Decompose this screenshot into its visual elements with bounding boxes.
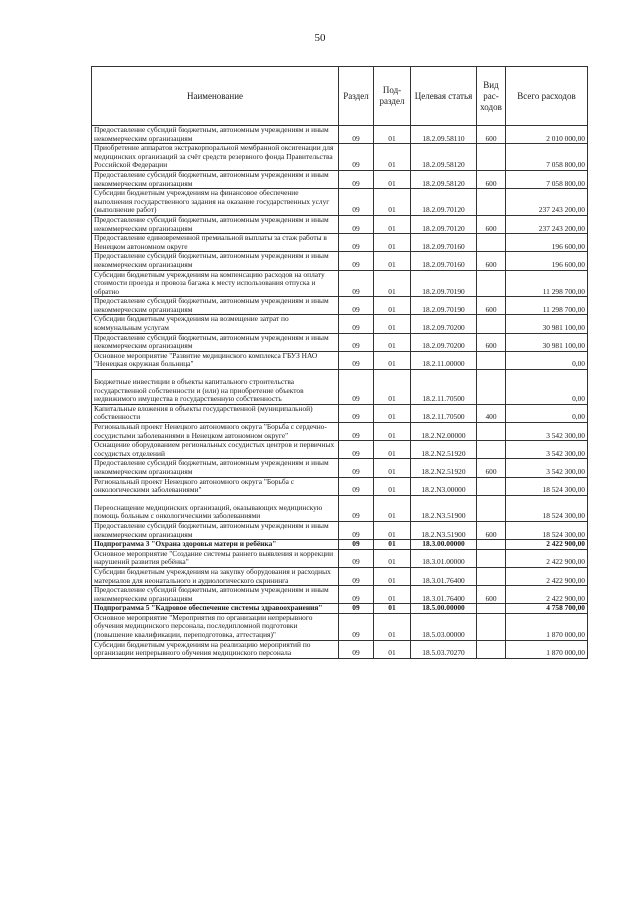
- row-razdel: 09: [339, 189, 374, 216]
- row-sum: 30 981 100,00: [506, 333, 588, 351]
- row-podrazdel: 01: [374, 423, 411, 441]
- row-razdel: 09: [339, 495, 374, 521]
- row-vid: 600: [477, 252, 506, 270]
- row-razdel: 09: [339, 549, 374, 567]
- row-name: Оснащение оборудованием региональных сосудистых центров и первичных сосудистых отделений: [92, 441, 339, 459]
- row-vid: 600: [477, 215, 506, 233]
- table-row: [92, 604, 588, 614]
- row-podrazdel: 01: [374, 477, 411, 495]
- row-sum: 18 524 300,00: [506, 477, 588, 495]
- row-sum: 2 422 900,00: [506, 540, 588, 550]
- row-name: Предоставление субсидий бюджетным, автономным учреждениям и иным некоммерческим организациям: [92, 521, 339, 539]
- row-vid: [477, 370, 506, 405]
- row-name: Региональный проект Ненецкого автономного округа "Борьба с онкологическими заболеваниями": [92, 477, 339, 495]
- header-razdel: Раздел: [339, 67, 374, 126]
- row-podrazdel: 01: [374, 370, 411, 405]
- row-podrazdel: 01: [374, 351, 411, 369]
- row-sum: 2 010 000,00: [506, 126, 588, 144]
- row-vid: 400: [477, 404, 506, 422]
- table-row: [92, 189, 588, 216]
- row-vid: [477, 234, 506, 252]
- row-vid: [477, 540, 506, 550]
- row-sum: 2 422 900,00: [506, 549, 588, 567]
- table-row: [92, 459, 588, 477]
- row-name: Предоставление субсидий бюджетным, автономным учреждениям и иным некоммерческим организациям: [92, 170, 339, 188]
- row-podrazdel: 01: [374, 333, 411, 351]
- row-sum: 0,00: [506, 404, 588, 422]
- row-sum: 196 600,00: [506, 234, 588, 252]
- budget-table: [91, 66, 588, 659]
- table-row: [92, 521, 588, 539]
- row-podrazdel: 01: [374, 404, 411, 422]
- row-sum: 11 298 700,00: [506, 297, 588, 315]
- row-podrazdel: 01: [374, 126, 411, 144]
- row-sum: 7 058 800,00: [506, 144, 588, 171]
- table-row: [92, 495, 588, 521]
- row-sum: 18 524 300,00: [506, 521, 588, 539]
- row-razdel: 09: [339, 351, 374, 369]
- row-podrazdel: 01: [374, 613, 411, 640]
- row-statya: 18.5.03.00000: [411, 613, 477, 640]
- row-sum: 1 870 000,00: [506, 640, 588, 658]
- row-sum: 2 422 900,00: [506, 567, 588, 585]
- row-vid: [477, 495, 506, 521]
- table-row: [92, 144, 588, 171]
- row-name: Капитальные вложения в объекты государственной (муниципальной) собственности: [92, 404, 339, 422]
- row-vid: [477, 604, 506, 614]
- row-vid: [477, 423, 506, 441]
- row-vid: [477, 351, 506, 369]
- row-statya: 18.2.N2.51920: [411, 441, 477, 459]
- row-sum: 0,00: [506, 370, 588, 405]
- row-name: Субсидии бюджетным учреждениям на финансовое обеспечение выполнения государственного задания на оказание государственных услуг (выполнение работ): [92, 189, 339, 216]
- row-name: Субсидии бюджетным учреждениям на возмещение затрат по коммунальным услугам: [92, 315, 339, 333]
- row-name: Основное мероприятие "Создание системы раннего выявления и коррекции нарушений развития ребёнка": [92, 549, 339, 567]
- row-name: Субсидии бюджетным учреждениям на закупку оборудования и расходных материалов для неонатального и аудиологического скрининга: [92, 567, 339, 585]
- row-vid: 600: [477, 521, 506, 539]
- row-vid: 600: [477, 297, 506, 315]
- row-vid: [477, 477, 506, 495]
- row-sum: 2 422 900,00: [506, 586, 588, 604]
- row-vid: 600: [477, 459, 506, 477]
- row-vid: [477, 144, 506, 171]
- row-podrazdel: 01: [374, 215, 411, 233]
- row-name: Региональный проект Ненецкого автономного округа "Борьба с сердечно-сосудистыми заболеваниями в Ненецком автономном округе": [92, 423, 339, 441]
- row-podrazdel: 01: [374, 604, 411, 614]
- row-podrazdel: 01: [374, 540, 411, 550]
- row-statya: 18.2.09.70200: [411, 333, 477, 351]
- row-razdel: 09: [339, 170, 374, 188]
- row-name: Бюджетные инвестиции в объекты капитального строительства государственной собственности и (или) на приобретение объектов недвижимого имущества в государственную собственность: [92, 370, 339, 405]
- row-podrazdel: 01: [374, 297, 411, 315]
- row-sum: 1 870 000,00: [506, 613, 588, 640]
- row-statya: 18.2.N3.51900: [411, 521, 477, 539]
- row-statya: 18.5.00.00000: [411, 604, 477, 614]
- row-sum: 237 243 200,00: [506, 189, 588, 216]
- row-podrazdel: 01: [374, 170, 411, 188]
- row-statya: 18.3.01.00000: [411, 549, 477, 567]
- row-sum: 3 542 300,00: [506, 423, 588, 441]
- row-statya: 18.2.09.70200: [411, 315, 477, 333]
- row-vid: 600: [477, 170, 506, 188]
- row-statya: 18.2.09.58120: [411, 144, 477, 171]
- row-statya: 18.5.03.70270: [411, 640, 477, 658]
- header-podrazdel: Под-раздел: [374, 67, 411, 126]
- row-statya: 18.2.09.70190: [411, 297, 477, 315]
- row-name: Предоставление субсидий бюджетным, автономным учреждениям и иным некоммерческим организациям: [92, 333, 339, 351]
- row-vid: [477, 270, 506, 297]
- row-razdel: 09: [339, 333, 374, 351]
- row-razdel: 09: [339, 234, 374, 252]
- row-razdel: 09: [339, 252, 374, 270]
- row-podrazdel: 01: [374, 495, 411, 521]
- row-statya: 18.2.09.58120: [411, 170, 477, 188]
- row-statya: 18.2.N3.00000: [411, 477, 477, 495]
- row-name: Предоставление субсидий бюджетным, автономным учреждениям и иным некоммерческим организациям: [92, 252, 339, 270]
- table-row: [92, 270, 588, 297]
- table-row: [92, 252, 588, 270]
- row-razdel: 09: [339, 297, 374, 315]
- header-statya: Целевая статья: [411, 67, 477, 126]
- row-razdel: 09: [339, 144, 374, 171]
- row-sum: 4 758 700,00: [506, 604, 588, 614]
- table-row: [92, 423, 588, 441]
- row-razdel: 09: [339, 126, 374, 144]
- table-row: [92, 640, 588, 658]
- row-statya: 18.2.09.70120: [411, 215, 477, 233]
- row-name: Субсидии бюджетным учреждениям на компенсацию расходов на оплату стоимости проезда и провоза багажа к месту использования отпуска и обратно: [92, 270, 339, 297]
- row-sum: 196 600,00: [506, 252, 588, 270]
- row-vid: [477, 189, 506, 216]
- row-name: Подпрограмма 5 "Кадровое обеспечение системы здравоохранения": [92, 604, 339, 614]
- row-sum: 237 243 200,00: [506, 215, 588, 233]
- row-name: Переоснащение медицинских организаций, оказывающих медицинскую помощь больным с онкологическими заболеваниями: [92, 495, 339, 521]
- table-row: [92, 234, 588, 252]
- row-name: Основное мероприятие "Мероприятия по организации непрерывного обучения медицинского персонала, последипломной подготовки (повышение квалификации, переподготовка, аттестация)": [92, 613, 339, 640]
- row-statya: 18.2.09.70160: [411, 252, 477, 270]
- row-vid: 600: [477, 333, 506, 351]
- table-row: [92, 126, 588, 144]
- row-sum: 11 298 700,00: [506, 270, 588, 297]
- row-vid: [477, 640, 506, 658]
- row-razdel: 09: [339, 404, 374, 422]
- table-header-row: [92, 67, 588, 126]
- row-razdel: 09: [339, 567, 374, 585]
- table-row: [92, 215, 588, 233]
- table-row: [92, 297, 588, 315]
- row-razdel: 09: [339, 540, 374, 550]
- row-sum: 0,00: [506, 351, 588, 369]
- row-vid: 600: [477, 586, 506, 604]
- row-name: Приобретение аппаратов экстракорпоральной мембранной оксигенации для медицинских организаций за счёт средств резервного фонда Правительства Российской Федерации: [92, 144, 339, 171]
- row-statya: 18.2.N2.00000: [411, 423, 477, 441]
- row-podrazdel: 01: [374, 586, 411, 604]
- row-statya: 18.2.09.70190: [411, 270, 477, 297]
- row-razdel: 09: [339, 613, 374, 640]
- row-vid: [477, 315, 506, 333]
- row-razdel: 09: [339, 477, 374, 495]
- table-row: [92, 540, 588, 550]
- row-statya: 18.2.11.70500: [411, 370, 477, 405]
- row-statya: 18.3.01.76400: [411, 567, 477, 585]
- table-row: [92, 170, 588, 188]
- row-razdel: 09: [339, 270, 374, 297]
- row-podrazdel: 01: [374, 270, 411, 297]
- row-name: Субсидии бюджетным учреждениям на реализацию мероприятий по организации непрерывного обучения медицинского персонала: [92, 640, 339, 658]
- table-row: [92, 613, 588, 640]
- row-razdel: 09: [339, 586, 374, 604]
- table-row: [92, 549, 588, 567]
- row-vid: [477, 549, 506, 567]
- row-podrazdel: 01: [374, 144, 411, 171]
- row-name: Предоставление субсидий бюджетным, автономным учреждениям и иным некоммерческим организациям: [92, 586, 339, 604]
- row-podrazdel: 01: [374, 521, 411, 539]
- row-podrazdel: 01: [374, 315, 411, 333]
- row-statya: 18.2.11.70500: [411, 404, 477, 422]
- row-podrazdel: 01: [374, 567, 411, 585]
- row-vid: [477, 567, 506, 585]
- row-razdel: 09: [339, 370, 374, 405]
- table-row: [92, 586, 588, 604]
- row-statya: 18.3.01.76400: [411, 586, 477, 604]
- row-vid: 600: [477, 126, 506, 144]
- row-statya: 18.2.09.70120: [411, 189, 477, 216]
- row-razdel: 09: [339, 423, 374, 441]
- row-statya: 18.2.N3.51900: [411, 495, 477, 521]
- table-row: [92, 567, 588, 585]
- row-name: Предоставление субсидий бюджетным, автономным учреждениям и иным некоммерческим организациям: [92, 126, 339, 144]
- row-name: Основное мероприятие "Развитие медицинского комплекса ГБУЗ НАО "Ненецкая окружная больница": [92, 351, 339, 369]
- row-name: Предоставление субсидий бюджетным, автономным учреждениям и иным некоммерческим организациям: [92, 459, 339, 477]
- row-podrazdel: 01: [374, 441, 411, 459]
- table-row: [92, 370, 588, 405]
- row-podrazdel: 01: [374, 252, 411, 270]
- row-sum: 18 524 300,00: [506, 495, 588, 521]
- row-name: Предоставление субсидий бюджетным, автономным учреждениям и иным некоммерческим организациям: [92, 297, 339, 315]
- row-razdel: 09: [339, 640, 374, 658]
- row-razdel: 09: [339, 459, 374, 477]
- row-razdel: 09: [339, 441, 374, 459]
- table-row: [92, 333, 588, 351]
- header-name: Наименование: [92, 67, 339, 126]
- table-body: [92, 126, 588, 659]
- table-row: [92, 404, 588, 422]
- page-number: 50: [314, 32, 326, 44]
- row-statya: 18.3.00.00000: [411, 540, 477, 550]
- row-sum: 30 981 100,00: [506, 315, 588, 333]
- header-vid: Вид рас-ходов: [477, 67, 506, 126]
- row-statya: 18.2.09.70160: [411, 234, 477, 252]
- row-name: Подпрограмма 3 "Охрана здоровья матери и ребёнка": [92, 540, 339, 550]
- table-row: [92, 315, 588, 333]
- table-row: [92, 351, 588, 369]
- table-row: [92, 477, 588, 495]
- row-podrazdel: 01: [374, 189, 411, 216]
- row-razdel: 09: [339, 315, 374, 333]
- row-razdel: 09: [339, 604, 374, 614]
- row-razdel: 09: [339, 521, 374, 539]
- row-vid: [477, 441, 506, 459]
- row-sum: 3 542 300,00: [506, 459, 588, 477]
- row-podrazdel: 01: [374, 640, 411, 658]
- row-name: Предоставление субсидий бюджетным, автономным учреждениям и иным некоммерческим организациям: [92, 215, 339, 233]
- row-vid: [477, 613, 506, 640]
- row-razdel: 09: [339, 215, 374, 233]
- row-statya: 18.2.N2.51920: [411, 459, 477, 477]
- row-podrazdel: 01: [374, 459, 411, 477]
- row-podrazdel: 01: [374, 549, 411, 567]
- row-podrazdel: 01: [374, 234, 411, 252]
- table-row: [92, 441, 588, 459]
- row-sum: 3 542 300,00: [506, 441, 588, 459]
- row-statya: 18.2.11.00000: [411, 351, 477, 369]
- row-sum: 7 058 800,00: [506, 170, 588, 188]
- row-statya: 18.2.09.58110: [411, 126, 477, 144]
- header-sum: Всего расходов: [506, 67, 588, 126]
- row-name: Предоставление единовременной премиальной выплаты за стаж работы в Ненецком автономном округе: [92, 234, 339, 252]
